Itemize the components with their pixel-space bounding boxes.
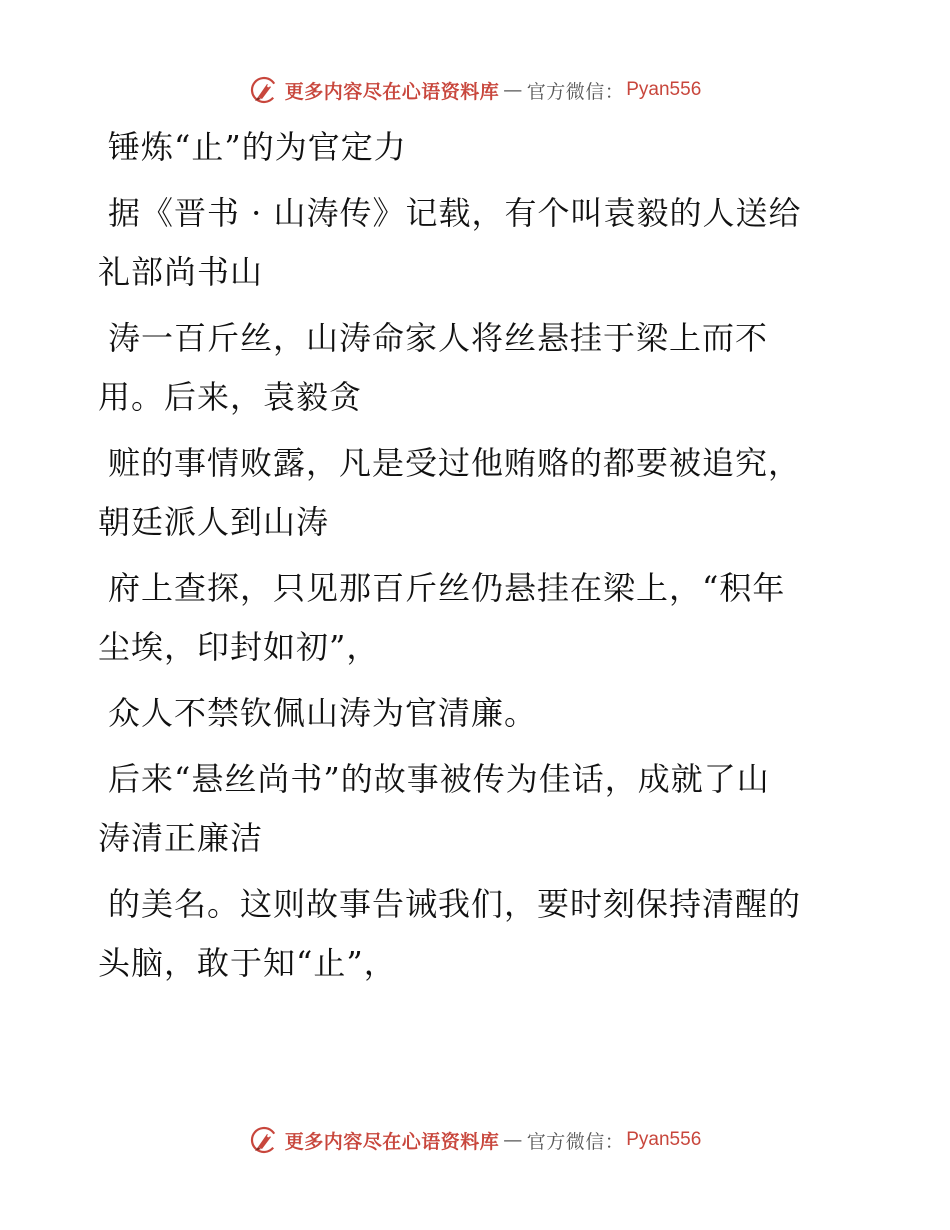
paragraph-line: 众人不禁钦佩山涛为官清廉。 [108,694,538,732]
paragraph [98,434,838,552]
paragraph [98,875,838,993]
watermark-dash: — [503,79,523,101]
paragraph-line: 后来“悬丝尚书”的故事被传为佳话，成就了山 [108,760,770,798]
footer-watermark [0,1120,950,1160]
paragraph [98,750,838,868]
paragraph-line: 尘埃，印封如初”， [98,628,380,666]
paragraph-line: 锤炼“止”的为官定力 [108,128,407,166]
watermark-dash: — [503,1129,523,1151]
paragraph [98,309,838,427]
paragraph-line: 朝廷派人到山涛 [98,503,330,541]
paragraph-line: 涛清正廉洁 [98,819,264,857]
paragraph-line: 用。后来，袁毅贪 [98,378,363,416]
paragraph-line: 赃的事情败露，凡是受过他贿赂的都要被追究， [108,444,802,482]
pen-nib-logo-icon [249,75,279,105]
watermark-brand: 更多内容尽在心语资料库 [284,1130,500,1153]
watermark-wechat-id: Pyan556 [626,79,702,100]
paragraph-line: 府上查探，只见那百斤丝仍悬挂在梁上，“积年 [108,569,786,607]
paragraph-line: 礼部尚书山 [98,253,264,291]
paragraph [98,559,838,677]
paragraph [98,684,838,743]
watermark-official: 官方微信： [526,80,625,103]
paragraph-line: 涛一百斤丝，山涛命家人将丝悬挂于梁上而不 [108,319,769,357]
watermark-brand: 更多内容尽在心语资料库 [284,80,500,103]
paragraph-line: 的美名。这则故事告诫我们，要时刻保持清醒的 [108,885,802,923]
document-title [98,118,838,177]
watermark-official: 官方微信： [526,1130,625,1153]
paragraph-line: 据《晋书 · 山涛传》记载，有个叫袁毅的人送给 [108,194,802,232]
pen-nib-logo-icon [249,1125,279,1155]
watermark-wechat-id: Pyan556 [626,1129,702,1150]
paragraph [98,184,838,302]
document-body [98,118,838,1000]
paragraph-line: 头脑，敢于知“止”， [98,944,397,982]
header-watermark [0,70,950,110]
